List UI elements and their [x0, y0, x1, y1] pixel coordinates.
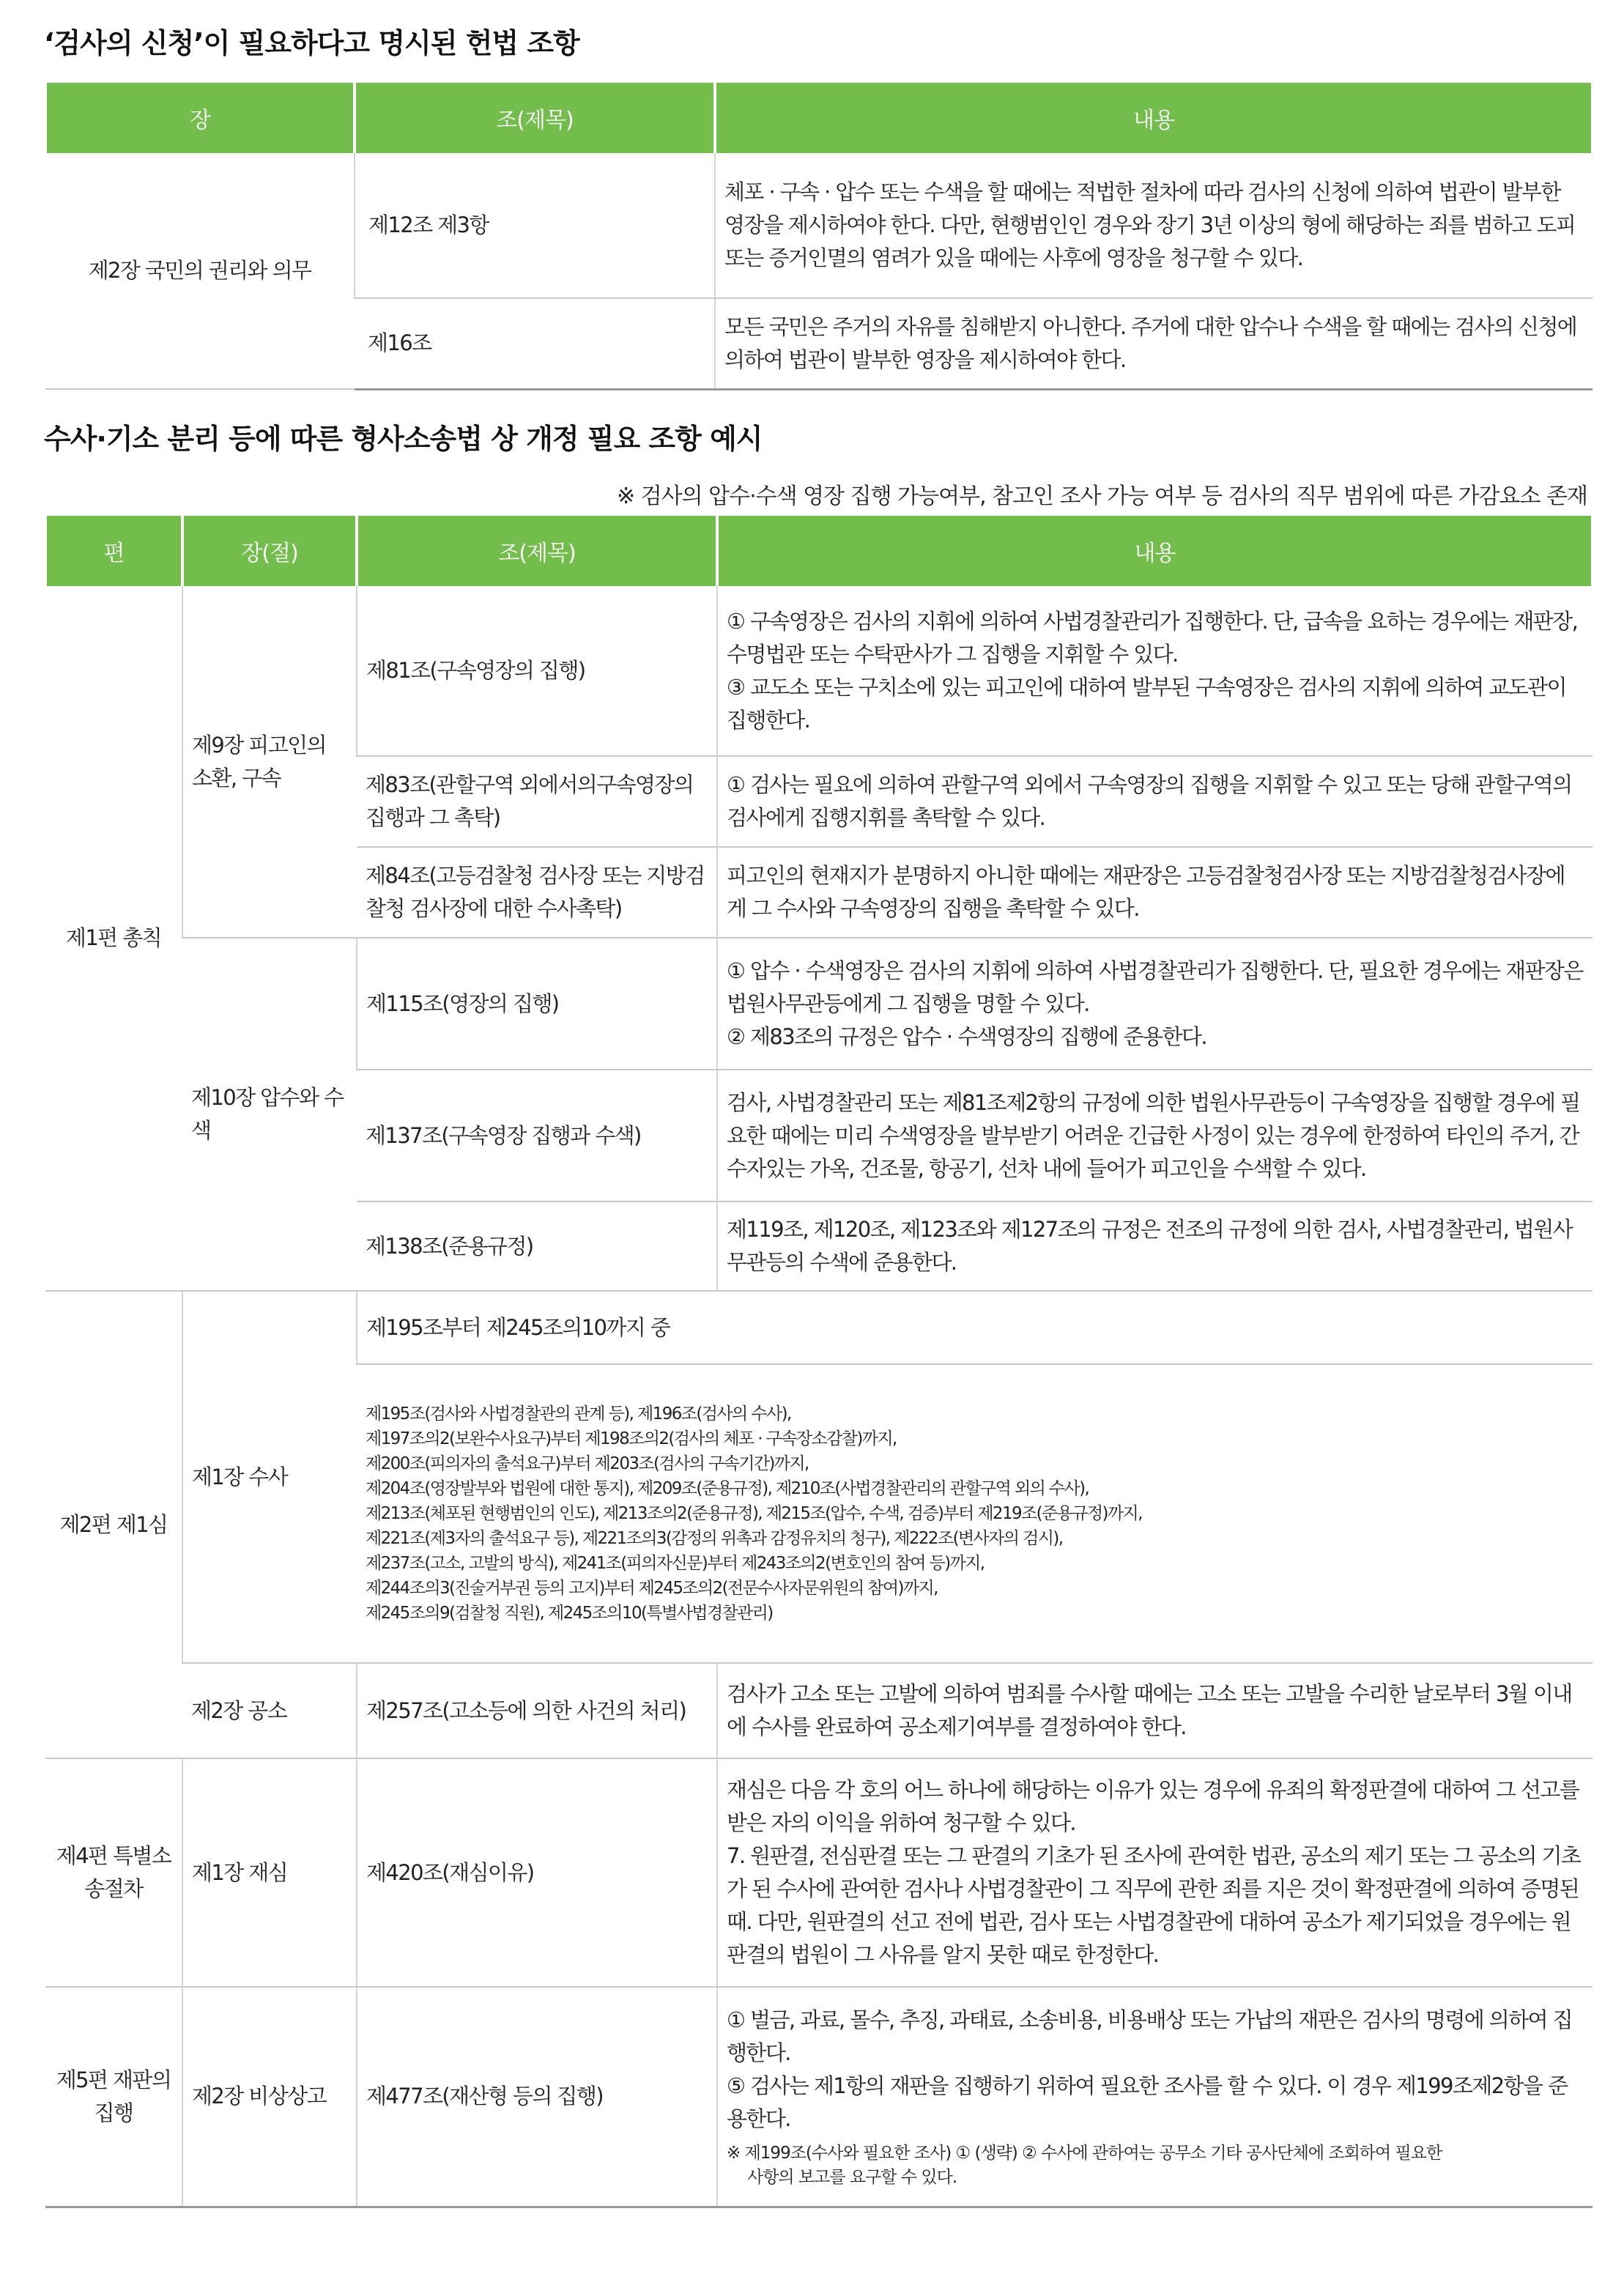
- content-cell: [717, 938, 1593, 1070]
- chapter-cell: 제1장 재심: [182, 1758, 357, 1987]
- range-line: 제221조(제3자의 출석요구 등), 제221조의3(감정의 위촉과 감정유치의 청구), 제222조(변사자의 검시),: [366, 1529, 1063, 1548]
- header-chapter: 장(절): [182, 516, 357, 586]
- range-line: 제197조의2(보완수사요구)부터 제198조의2(검사의 체포 · 구속장소감찰)까지,: [366, 1429, 897, 1448]
- part-cell: 제5편 재판의 집행: [45, 1987, 182, 2207]
- article-cell: 제12조 제3항: [355, 153, 715, 298]
- content-cell: 검사가 고소 또는 고발에 의하여 범죄를 수사할 때에는 고소 또는 고발을 수리한 날로부터 3월 이내에 수사를 완료하여 공소제기여부를 결정하여야 한다.: [717, 1663, 1593, 1758]
- content-cell: 제119조, 제120조, 제123조와 제127조의 규정은 전조의 규정에 의한 검사, 사법경찰관리, 법원사무관등의 수색에 준용한다.: [717, 1202, 1593, 1291]
- part-cell: 제2편 제1심: [45, 1291, 182, 1758]
- part-cell: 제1편 총칙: [45, 586, 182, 1291]
- header-content: 내용: [715, 83, 1593, 153]
- range-line: 제237조(고소, 고발의 방식), 제241조(피의자신문)부터 제243조의2(변호인의 참여 등)까지,: [366, 1554, 985, 1573]
- article-cell: 제84조(고등검찰청 검사장 또는 지방검찰청 검사장에 대한 수사촉탁): [357, 847, 717, 938]
- chapter-cell: 제2장 국민의 권리와 의무: [45, 153, 355, 389]
- content-line: ① 압수 · 수색영장은 검사의 지휘에 의하여 사법경찰관리가 집행한다. 단, 필요한 경우에는 재판장은 법원사무관등에게 그 집행을 명할 수 있다.: [727, 958, 1583, 1016]
- content-cell: ① 검사는 필요에 의하여 관할구역 외에서 구속영장의 집행을 지휘할 수 있고 또는 당해 관할구역의 검사에게 집행지휘를 촉탁할 수 있다.: [717, 756, 1593, 847]
- article-cell: 제138조(준용규정): [357, 1202, 717, 1291]
- header-content: 내용: [717, 516, 1593, 586]
- content-line: ③ 교도소 또는 구치소에 있는 피고인에 대하여 발부된 구속영장은 검사의 지휘에 의하여 교도관이 집행한다.: [727, 674, 1566, 733]
- content-line: ⑤ 검사는 제1항의 재판을 집행하기 위하여 필요한 조사를 할 수 있다. 이 경우 제199조제2항을 준용한다.: [727, 2073, 1568, 2131]
- constitution-table: [44, 83, 1594, 390]
- content-line: ① 구속영장은 검사의 지휘에 의하여 사법경찰관리가 집행한다. 단, 급속을 요하는 경우에는 재판장, 수명법관 또는 수탁판사가 그 집행을 지휘할 수 있다.: [727, 608, 1578, 667]
- article-cell: 제420조(재심이유): [357, 1758, 717, 1987]
- header-article: 조(제목): [357, 516, 717, 586]
- range-line: 제195조(검사와 사법경찰관의 관계 등), 제196조(검사의 수사),: [366, 1404, 791, 1423]
- article-cell: 제257조(고소등에 의한 사건의 처리): [357, 1663, 717, 1758]
- header-part: 편: [45, 516, 182, 586]
- range-line: 제200조(피의자의 출석요구)부터 제203조(검사의 구속기간)까지,: [366, 1454, 809, 1473]
- chapter-cell: 제10장 압수와 수색: [182, 938, 357, 1291]
- range-line: 제245조의9(검찰청 직원), 제245조의10(특별사법경찰관리): [366, 1604, 773, 1623]
- content-line: ① 벌금, 과료, 몰수, 추징, 과태료, 소송비용, 비용배상 또는 가납의 재판은 검사의 명령에 의하여 집행한다.: [727, 2007, 1573, 2065]
- chapter-cell: 제1장 수사: [182, 1291, 357, 1663]
- content-cell: [717, 586, 1593, 756]
- range-line: 제213조(체포된 현행범인의 인도), 제213조의2(준용규정), 제215조(압수, 수색, 검증)부터 제219조(준용규정)까지,: [366, 1504, 1142, 1523]
- section2-title: 수사·기소 분리 등에 따른 형사소송법 상 개정 필요 조항 예시: [44, 423, 763, 455]
- article-cell: 제81조(구속영장의 집행): [357, 586, 717, 756]
- header-chapter: 장: [45, 83, 355, 153]
- content-cell: 검사, 사법경찰관리 또는 제81조제2항의 규정에 의한 법원사무관등이 구속영장을 집행할 경우에 필요한 때에는 미리 수색영장을 발부받기 어려운 긴급한 사정이 있는 경우에 한정하여 타인의 주거, 간수자있는 가옥, 건조물, 항공기, 선차 내에 들어가 피고인을 수색할 수 있다.: [717, 1070, 1593, 1202]
- range-line: 제244조의3(진술거부권 등의 고지)부터 제245조의2(전문수사자문위원의 참여)까지,: [366, 1579, 938, 1598]
- article-cell: 제137조(구속영장 집행과 수색): [357, 1070, 717, 1202]
- range-head-cell: 제195조부터 제245조의10까지 중: [357, 1291, 1593, 1364]
- content-line: 재심은 다음 각 호의 어느 하나에 해당하는 이유가 있는 경우에 유죄의 확정판결에 대하여 그 선고를 받은 자의 이익을 위하여 청구할 수 있다.: [727, 1777, 1579, 1835]
- article-cell: 제83조(관할구역 외에서의구속영장의 집행과 그 촉탁): [357, 756, 717, 847]
- content-line: ② 제83조의 규정은 압수 · 수색영장의 집행에 준용한다.: [727, 1023, 1206, 1049]
- chapter-cell: 제9장 피고인의 소환, 구속: [182, 586, 357, 938]
- chapter-cell: 제2장 공소: [182, 1663, 357, 1758]
- footnote-line: ※ 제199조(수사와 필요한 조사) ① (생략) ② 수사에 관하여는 공무소 기타 공사단체에 조회하여 필요한: [727, 2143, 1442, 2163]
- section2-note: ※ 검사의 압수·수색 영장 집행 가능여부, 참고인 조사 가능 여부 등 검사의 직무 범위에 따른 가감요소 존재: [617, 484, 1587, 509]
- section1-title: ‘검사의 신청’이 필요하다고 명시된 헌법 조항: [44, 27, 579, 59]
- content-cell: [717, 1987, 1593, 2207]
- article-cell: 제16조: [355, 298, 715, 389]
- part-cell: 제4편 특별소송절차: [45, 1758, 182, 1987]
- content-cell: [717, 1758, 1593, 1987]
- footnote-line: 사항의 보고를 요구할 수 있다.: [747, 2167, 957, 2187]
- content-cell: 모든 국민은 주거의 자유를 침해받지 아니한다. 주거에 대한 압수나 수색을 할 때에는 검사의 신청에 의하여 법관이 발부한 영장을 제시하여야 한다.: [715, 298, 1593, 389]
- content-cell: 피고인의 현재지가 분명하지 아니한 때에는 재판장은 고등검찰청검사장 또는 지방검찰청검사장에게 그 수사와 구속영장의 집행을 촉탁할 수 있다.: [717, 847, 1593, 938]
- range-line: 제204조(영장발부와 법원에 대한 통지), 제209조(준용규정), 제210조(사법경찰관리의 관할구역 외의 수사),: [366, 1479, 1089, 1498]
- content-cell: 체포 · 구속 · 압수 또는 수색을 할 때에는 적법한 절차에 따라 검사의 신청에 의하여 법관이 발부한 영장을 제시하여야 한다. 다만, 현행범인인 경우와 장기 3년 이상의 형에 해당하는 죄를 범하고 도피 또는 증거인멸의 염려가 있을 때에는 사후에 영장을 청구할 수 있다.: [715, 153, 1593, 298]
- article-cell: 제115조(영장의 집행): [357, 938, 717, 1070]
- chapter-cell: 제2장 비상상고: [182, 1987, 357, 2207]
- range-list-cell: [357, 1364, 1593, 1663]
- criminal-procedure-table: [44, 516, 1594, 2208]
- article-cell: 제477조(재산형 등의 집행): [357, 1987, 717, 2207]
- content-line: 7. 원판결, 전심판결 또는 그 판결의 기초가 된 조사에 관여한 법관, 공소의 제기 또는 그 공소의 기초가 된 수사에 관여한 검사나 사법경찰관이 그 직무에 관한 죄를 지은 것이 확정판결에 의하여 증명된 때. 다만, 원판결의 선고 전에 법관, 검사 또는 사법경찰관에 대하여 공소가 제기되었을 경우에는 원판결의 법원이 그 사유를 알지 못한 때로 한정한다.: [727, 1843, 1581, 1967]
- header-article: 조(제목): [355, 83, 715, 153]
